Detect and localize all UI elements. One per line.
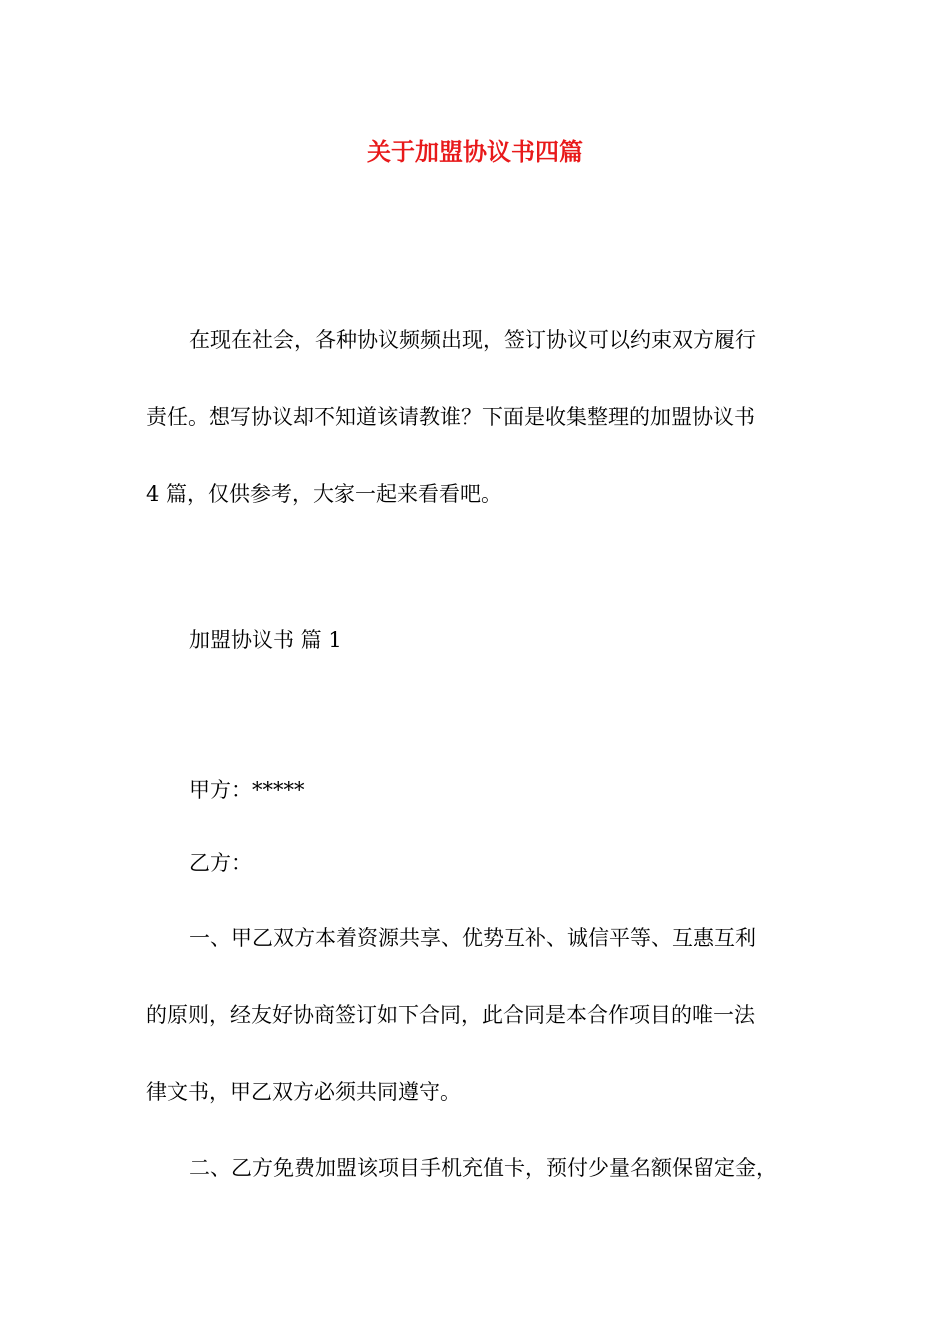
document-title: 关于加盟协议书四篇 (367, 137, 583, 166)
intro-line-2: 责任。想写协议却不知道该请教谁？下面是收集整理的加盟协议书 (146, 405, 755, 429)
party-b-line: 乙方： (189, 851, 252, 875)
clause-one-line-2: 的原则，经友好协商签订如下合同，此合同是本合作项目的唯一法 (146, 1003, 755, 1027)
clause-two-line-1: 二、乙方免费加盟该项目手机充值卡，预付少量名额保留定金， (189, 1156, 777, 1180)
section-heading: 加盟协议书 篇 1 (189, 628, 342, 652)
intro-line-1: 在现在社会，各种协议频频出现，签订协议可以约束双方履行 (189, 328, 756, 352)
party-a-line: 甲方：***** (189, 778, 305, 802)
clause-one-paragraph (146, 900, 816, 1131)
clause-one-line-3: 律文书，甲乙双方必须共同遵守。 (146, 1080, 461, 1104)
clause-two-paragraph (146, 1130, 816, 1207)
intro-line-3: 4 篇，仅供参考，大家一起来看看吧。 (146, 482, 503, 506)
clause-one-line-1: 一、甲乙双方本着资源共享、优势互补、诚信平等、互惠互利 (189, 926, 756, 950)
intro-paragraph (146, 302, 816, 533)
